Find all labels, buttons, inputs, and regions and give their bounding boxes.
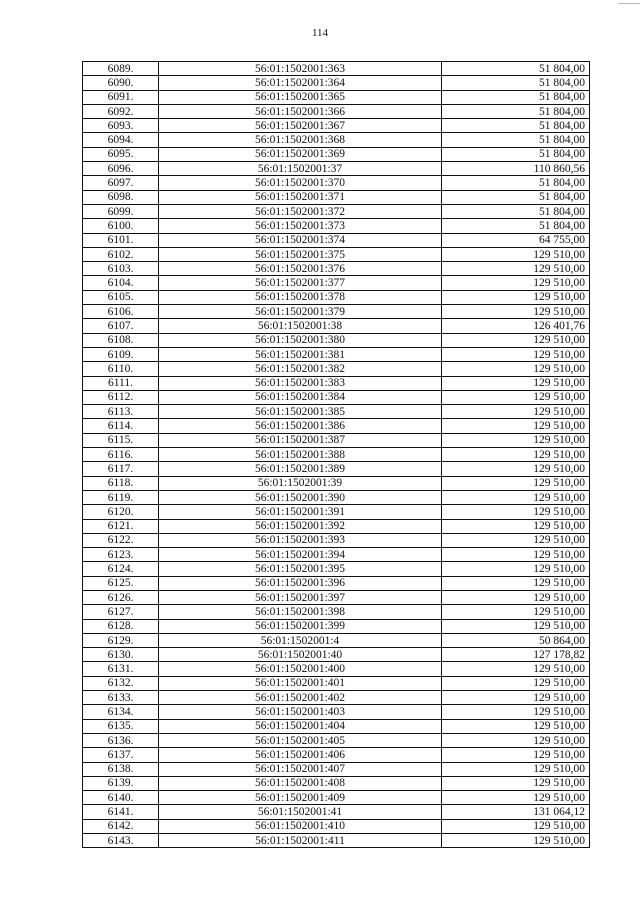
cadastral-number: 56:01:1502001:384 — [159, 390, 442, 404]
cadastral-number: 56:01:1502001:41 — [159, 805, 442, 819]
cadastral-value: 129 510,00 — [442, 562, 590, 576]
cadastral-number: 56:01:1502001:389 — [159, 462, 442, 476]
row-number: 6121. — [83, 519, 159, 533]
cadastral-value: 129 510,00 — [442, 433, 590, 447]
cadastral-number: 56:01:1502001:388 — [159, 448, 442, 462]
table-row — [83, 362, 590, 376]
cadastral-number: 56:01:1502001:381 — [159, 347, 442, 361]
row-number: 6095. — [83, 147, 159, 161]
table-row — [83, 791, 590, 805]
cadastral-number: 56:01:1502001:369 — [159, 147, 442, 161]
cadastral-number: 56:01:1502001:374 — [159, 233, 442, 247]
table-row — [83, 104, 590, 118]
cadastral-value: 129 510,00 — [442, 776, 590, 790]
cadastral-number: 56:01:1502001:402 — [159, 691, 442, 705]
scan-corner-mark — [618, 0, 640, 4]
cadastral-value-table — [82, 61, 590, 848]
cadastral-value: 129 510,00 — [442, 834, 590, 848]
cadastral-value: 129 510,00 — [442, 476, 590, 490]
cadastral-value: 129 510,00 — [442, 819, 590, 833]
table-row — [83, 533, 590, 547]
row-number: 6125. — [83, 576, 159, 590]
cadastral-number: 56:01:1502001:392 — [159, 519, 442, 533]
cadastral-value: 129 510,00 — [442, 533, 590, 547]
row-number: 6136. — [83, 733, 159, 747]
table-row — [83, 748, 590, 762]
cadastral-value: 129 510,00 — [442, 276, 590, 290]
cadastral-value: 129 510,00 — [442, 762, 590, 776]
row-number: 6092. — [83, 104, 159, 118]
page-number: 114 — [311, 27, 329, 39]
row-number: 6112. — [83, 390, 159, 404]
cadastral-value: 129 510,00 — [442, 748, 590, 762]
cadastral-number: 56:01:1502001:394 — [159, 548, 442, 562]
cadastral-number: 56:01:1502001:386 — [159, 419, 442, 433]
cadastral-number: 56:01:1502001:382 — [159, 362, 442, 376]
cadastral-value: 129 510,00 — [442, 462, 590, 476]
table-row — [83, 419, 590, 433]
table-row — [83, 233, 590, 247]
table-row — [83, 633, 590, 647]
cadastral-number: 56:01:1502001:400 — [159, 662, 442, 676]
cadastral-value: 51 804,00 — [442, 104, 590, 118]
cadastral-value: 129 510,00 — [442, 419, 590, 433]
table-row — [83, 476, 590, 490]
cadastral-number: 56:01:1502001:37 — [159, 162, 442, 176]
row-number: 6129. — [83, 633, 159, 647]
cadastral-number: 56:01:1502001:364 — [159, 76, 442, 90]
cadastral-value: 129 510,00 — [442, 691, 590, 705]
table-row — [83, 776, 590, 790]
cadastral-value: 51 804,00 — [442, 219, 590, 233]
cadastral-number: 56:01:1502001:4 — [159, 633, 442, 647]
cadastral-number: 56:01:1502001:363 — [159, 62, 442, 76]
cadastral-value: 129 510,00 — [442, 576, 590, 590]
cadastral-number: 56:01:1502001:380 — [159, 333, 442, 347]
cadastral-value: 51 804,00 — [442, 119, 590, 133]
table-row — [83, 805, 590, 819]
cadastral-value: 129 510,00 — [442, 705, 590, 719]
table-row — [83, 548, 590, 562]
cadastral-number: 56:01:1502001:411 — [159, 834, 442, 848]
row-number: 6107. — [83, 319, 159, 333]
row-number: 6108. — [83, 333, 159, 347]
table-body — [83, 62, 590, 848]
cadastral-number: 56:01:1502001:367 — [159, 119, 442, 133]
row-number: 6124. — [83, 562, 159, 576]
cadastral-number: 56:01:1502001:397 — [159, 590, 442, 604]
row-number: 6111. — [83, 376, 159, 390]
cadastral-value: 51 804,00 — [442, 76, 590, 90]
table-row — [83, 62, 590, 76]
row-number: 6116. — [83, 448, 159, 462]
cadastral-value: 129 510,00 — [442, 290, 590, 304]
row-number: 6131. — [83, 662, 159, 676]
cadastral-number: 56:01:1502001:377 — [159, 276, 442, 290]
cadastral-value: 129 510,00 — [442, 676, 590, 690]
table-row — [83, 305, 590, 319]
row-number: 6113. — [83, 405, 159, 419]
cadastral-number: 56:01:1502001:410 — [159, 819, 442, 833]
cadastral-number: 56:01:1502001:40 — [159, 648, 442, 662]
cadastral-value: 51 804,00 — [442, 204, 590, 218]
table-row — [83, 247, 590, 261]
cadastral-number: 56:01:1502001:409 — [159, 791, 442, 805]
cadastral-value: 129 510,00 — [442, 490, 590, 504]
table-row — [83, 662, 590, 676]
row-number: 6117. — [83, 462, 159, 476]
row-number: 6093. — [83, 119, 159, 133]
cadastral-number: 56:01:1502001:396 — [159, 576, 442, 590]
row-number: 6139. — [83, 776, 159, 790]
cadastral-value: 51 804,00 — [442, 190, 590, 204]
cadastral-number: 56:01:1502001:399 — [159, 619, 442, 633]
row-number: 6127. — [83, 605, 159, 619]
table-row — [83, 462, 590, 476]
cadastral-value: 64 755,00 — [442, 233, 590, 247]
row-number: 6096. — [83, 162, 159, 176]
row-number: 6110. — [83, 362, 159, 376]
table-row — [83, 119, 590, 133]
table-row — [83, 705, 590, 719]
cadastral-value: 129 510,00 — [442, 362, 590, 376]
cadastral-number: 56:01:1502001:373 — [159, 219, 442, 233]
table-row — [83, 691, 590, 705]
table-row — [83, 162, 590, 176]
cadastral-value: 129 510,00 — [442, 305, 590, 319]
cadastral-number: 56:01:1502001:368 — [159, 133, 442, 147]
cadastral-number: 56:01:1502001:376 — [159, 262, 442, 276]
row-number: 6115. — [83, 433, 159, 447]
row-number: 6114. — [83, 419, 159, 433]
cadastral-number: 56:01:1502001:401 — [159, 676, 442, 690]
cadastral-value: 129 510,00 — [442, 262, 590, 276]
table-row — [83, 834, 590, 848]
row-number: 6089. — [83, 62, 159, 76]
cadastral-value: 129 510,00 — [442, 333, 590, 347]
row-number: 6094. — [83, 133, 159, 147]
table-row — [83, 490, 590, 504]
row-number: 6098. — [83, 190, 159, 204]
table-row — [83, 590, 590, 604]
cadastral-number: 56:01:1502001:378 — [159, 290, 442, 304]
row-number: 6143. — [83, 834, 159, 848]
row-number: 6109. — [83, 347, 159, 361]
row-number: 6123. — [83, 548, 159, 562]
cadastral-value: 129 510,00 — [442, 247, 590, 261]
table-row — [83, 262, 590, 276]
cadastral-value: 129 510,00 — [442, 376, 590, 390]
table-row — [83, 676, 590, 690]
table-row — [83, 276, 590, 290]
table-row — [83, 719, 590, 733]
cadastral-value: 129 510,00 — [442, 448, 590, 462]
cadastral-number: 56:01:1502001:385 — [159, 405, 442, 419]
cadastral-number: 56:01:1502001:406 — [159, 748, 442, 762]
cadastral-number: 56:01:1502001:366 — [159, 104, 442, 118]
cadastral-number: 56:01:1502001:372 — [159, 204, 442, 218]
cadastral-number: 56:01:1502001:403 — [159, 705, 442, 719]
table-row — [83, 562, 590, 576]
cadastral-value: 129 510,00 — [442, 405, 590, 419]
row-number: 6137. — [83, 748, 159, 762]
table-row — [83, 333, 590, 347]
cadastral-value: 51 804,00 — [442, 62, 590, 76]
table-row — [83, 819, 590, 833]
cadastral-value: 129 510,00 — [442, 791, 590, 805]
row-number: 6119. — [83, 490, 159, 504]
cadastral-value: 129 510,00 — [442, 605, 590, 619]
table-row — [83, 648, 590, 662]
cadastral-value: 129 510,00 — [442, 519, 590, 533]
row-number: 6099. — [83, 204, 159, 218]
row-number: 6128. — [83, 619, 159, 633]
cadastral-value: 129 510,00 — [442, 548, 590, 562]
cadastral-number: 56:01:1502001:407 — [159, 762, 442, 776]
table-row — [83, 605, 590, 619]
cadastral-number: 56:01:1502001:398 — [159, 605, 442, 619]
cadastral-value: 51 804,00 — [442, 147, 590, 161]
table-row — [83, 448, 590, 462]
cadastral-number: 56:01:1502001:38 — [159, 319, 442, 333]
row-number: 6102. — [83, 247, 159, 261]
cadastral-number: 56:01:1502001:379 — [159, 305, 442, 319]
row-number: 6100. — [83, 219, 159, 233]
table-row — [83, 133, 590, 147]
cadastral-number: 56:01:1502001:383 — [159, 376, 442, 390]
table-row — [83, 376, 590, 390]
cadastral-value: 126 401,76 — [442, 319, 590, 333]
cadastral-value: 129 510,00 — [442, 505, 590, 519]
cadastral-number: 56:01:1502001:408 — [159, 776, 442, 790]
table-row — [83, 347, 590, 361]
cadastral-value: 51 804,00 — [442, 133, 590, 147]
table-row — [83, 576, 590, 590]
cadastral-value: 127 178,82 — [442, 648, 590, 662]
row-number: 6133. — [83, 691, 159, 705]
cadastral-number: 56:01:1502001:405 — [159, 733, 442, 747]
row-number: 6142. — [83, 819, 159, 833]
table-row — [83, 219, 590, 233]
table-row — [83, 76, 590, 90]
row-number: 6106. — [83, 305, 159, 319]
row-number: 6105. — [83, 290, 159, 304]
row-number: 6097. — [83, 176, 159, 190]
cadastral-number: 56:01:1502001:391 — [159, 505, 442, 519]
table-row — [83, 619, 590, 633]
table-row — [83, 176, 590, 190]
cadastral-number: 56:01:1502001:370 — [159, 176, 442, 190]
cadastral-value: 129 510,00 — [442, 347, 590, 361]
row-number: 6135. — [83, 719, 159, 733]
cadastral-value: 129 510,00 — [442, 390, 590, 404]
cadastral-value: 129 510,00 — [442, 590, 590, 604]
row-number: 6091. — [83, 90, 159, 104]
table-row — [83, 204, 590, 218]
row-number: 6118. — [83, 476, 159, 490]
table-row — [83, 505, 590, 519]
row-number: 6140. — [83, 791, 159, 805]
table-row — [83, 390, 590, 404]
row-number: 6138. — [83, 762, 159, 776]
cadastral-number: 56:01:1502001:39 — [159, 476, 442, 490]
cadastral-value: 129 510,00 — [442, 733, 590, 747]
row-number: 6132. — [83, 676, 159, 690]
row-number: 6134. — [83, 705, 159, 719]
cadastral-number: 56:01:1502001:375 — [159, 247, 442, 261]
row-number: 6126. — [83, 590, 159, 604]
row-number: 6141. — [83, 805, 159, 819]
cadastral-number: 56:01:1502001:365 — [159, 90, 442, 104]
row-number: 6122. — [83, 533, 159, 547]
table-row — [83, 147, 590, 161]
row-number: 6120. — [83, 505, 159, 519]
table-row — [83, 319, 590, 333]
table-row — [83, 762, 590, 776]
row-number: 6104. — [83, 276, 159, 290]
table-row — [83, 405, 590, 419]
cadastral-value: 51 804,00 — [442, 90, 590, 104]
cadastral-number: 56:01:1502001:387 — [159, 433, 442, 447]
cadastral-value: 131 064,12 — [442, 805, 590, 819]
table-row — [83, 519, 590, 533]
cadastral-value: 50 864,00 — [442, 633, 590, 647]
cadastral-value: 51 804,00 — [442, 176, 590, 190]
cadastral-number: 56:01:1502001:404 — [159, 719, 442, 733]
table-row — [83, 190, 590, 204]
table-row — [83, 733, 590, 747]
cadastral-value: 129 510,00 — [442, 619, 590, 633]
row-number: 6130. — [83, 648, 159, 662]
cadastral-number: 56:01:1502001:393 — [159, 533, 442, 547]
cadastral-number: 56:01:1502001:395 — [159, 562, 442, 576]
table-row — [83, 433, 590, 447]
row-number: 6101. — [83, 233, 159, 247]
cadastral-number: 56:01:1502001:390 — [159, 490, 442, 504]
table-row — [83, 290, 590, 304]
cadastral-value: 129 510,00 — [442, 662, 590, 676]
cadastral-value: 110 860,56 — [442, 162, 590, 176]
cadastral-value: 129 510,00 — [442, 719, 590, 733]
row-number: 6103. — [83, 262, 159, 276]
row-number: 6090. — [83, 76, 159, 90]
table-row — [83, 90, 590, 104]
cadastral-number: 56:01:1502001:371 — [159, 190, 442, 204]
